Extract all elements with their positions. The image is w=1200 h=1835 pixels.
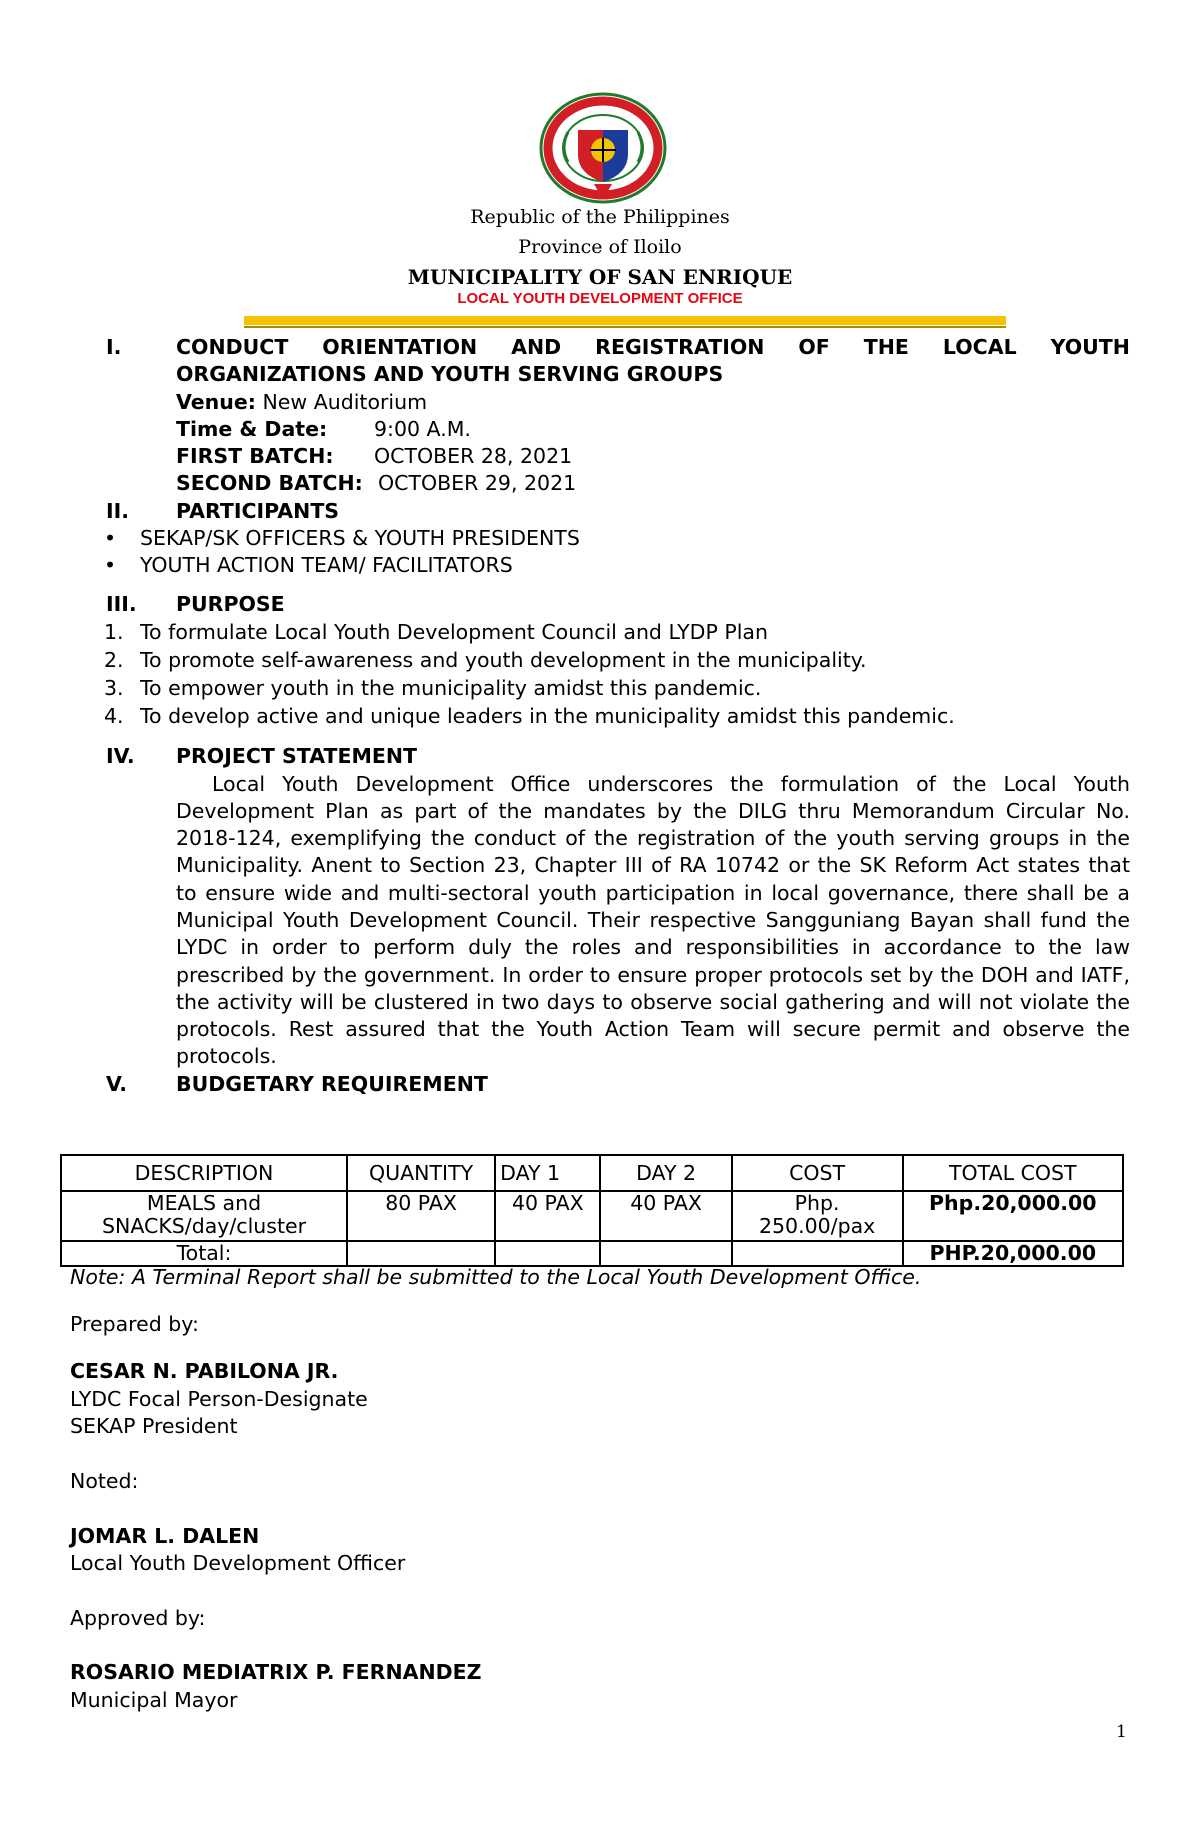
section-3-title: PURPOSE: [176, 592, 285, 616]
table-header-row: [61, 1155, 1123, 1191]
table-cell-day1: 40 PAX: [495, 1191, 600, 1241]
page-number: 1: [1116, 1722, 1127, 1742]
table-cell-total: Php.20,000.00: [903, 1191, 1123, 1241]
table-row: [61, 1191, 1123, 1241]
section-4-title: PROJECT STATEMENT: [176, 744, 417, 768]
table-header-cell: QUANTITY: [347, 1155, 495, 1191]
section-4-number: IV.: [106, 744, 135, 768]
second-batch-value: OCTOBER 29, 2021: [378, 471, 577, 495]
title-word: OF: [798, 335, 830, 359]
statement-line: Municipality. Anent to Section 23, Chapter III of RA 10742 or the SK Reform Act states that: [176, 853, 1130, 877]
purpose-item-number: 1.: [104, 620, 124, 644]
table-header-cell: COST: [732, 1155, 903, 1191]
table-header-cell: DAY 1: [495, 1155, 600, 1191]
purpose-item-number: 3.: [104, 676, 124, 700]
prepared-by-name: CESAR N. PABILONA JR.: [70, 1359, 339, 1383]
statement-line: to ensure wide and multi-sectoral youth participation in local governance, there shall be a: [176, 881, 1130, 905]
prepared-by-title: SEKAP President: [70, 1414, 238, 1438]
header-divider-line: [244, 326, 1006, 328]
purpose-item-number: 2.: [104, 648, 124, 672]
statement-line: Development Plan as part of the mandates by the DILG thru Memorandum Circular No.: [176, 799, 1130, 823]
table-empty-cell: [600, 1241, 731, 1266]
participant-item: YOUTH ACTION TEAM/ FACILITATORS: [140, 553, 513, 577]
table-header-cell: DAY 2: [600, 1155, 731, 1191]
purpose-item-number: 4.: [104, 704, 124, 728]
time-value: 9:00 A.M.: [374, 417, 471, 441]
purpose-item-text: To empower youth in the municipality amidst this pandemic.: [140, 676, 762, 700]
header-line-province: Province of Iloilo: [518, 236, 682, 258]
statement-line: prescribed by the government. In order to ensure proper protocols set by the DOH and IATF,: [176, 963, 1130, 987]
table-cell-description: MEALS and SNACKS/day/cluster: [61, 1191, 347, 1241]
statement-line: protocols.: [176, 1044, 277, 1068]
section-1-title: [176, 334, 1130, 361]
title-word: ORIENTATION: [322, 335, 478, 359]
second-batch-label: SECOND BATCH:: [176, 471, 363, 495]
statement-line: 2018-124, exemplifying the conduct of the registration of the youth serving groups in the: [176, 826, 1130, 850]
time-label: Time & Date:: [176, 417, 328, 441]
section-5-number: V.: [106, 1072, 128, 1096]
noted-label: Noted:: [70, 1469, 139, 1493]
approved-by-label: Approved by:: [70, 1606, 206, 1630]
first-batch-label: FIRST BATCH:: [176, 444, 334, 468]
title-word: CONDUCT: [176, 335, 289, 359]
title-word: REGISTRATION: [595, 335, 765, 359]
venue-line: [176, 389, 427, 416]
venue-value: New Auditorium: [255, 390, 428, 414]
table-cell-cost: Php. 250.00/pax: [732, 1191, 903, 1241]
first-batch-value: OCTOBER 28, 2021: [374, 444, 573, 468]
section-3-number: III.: [106, 592, 137, 616]
table-cell-quantity: 80 PAX: [347, 1191, 495, 1241]
bullet-icon: •: [104, 553, 117, 577]
section-5-title: BUDGETARY REQUIREMENT: [176, 1072, 488, 1096]
purpose-item-text: To formulate Local Youth Development Council and LYDP Plan: [140, 620, 768, 644]
noted-title: Local Youth Development Officer: [70, 1551, 406, 1575]
section-1-number: I.: [106, 335, 122, 359]
section-2-number: II.: [106, 499, 130, 523]
statement-line: Municipal Youth Development Council. Their respective Sangguniang Bayan shall fund the: [176, 908, 1130, 932]
table-cell-day2: 40 PAX: [600, 1191, 731, 1241]
title-word: AND: [511, 335, 562, 359]
table-header-cell: TOTAL COST: [903, 1155, 1123, 1191]
purpose-item-text: To develop active and unique leaders in the municipality amidst this pandemic.: [140, 704, 955, 728]
table-total-label: Total:: [61, 1241, 347, 1266]
statement-line: the activity will be clustered in two days to observe social gathering and will not violate the: [176, 990, 1130, 1014]
header-divider-bar: [244, 316, 1006, 325]
header-office: LOCAL YOUTH DEVELOPMENT OFFICE: [457, 290, 743, 307]
title-word: LOCAL: [942, 335, 1017, 359]
table-header-cell: DESCRIPTION: [61, 1155, 347, 1191]
table-total-row: [61, 1241, 1123, 1266]
statement-line: protocols. Rest assured that the Youth Action Team will secure permit and observe the: [176, 1017, 1130, 1041]
section-2-title: PARTICIPANTS: [176, 499, 340, 523]
table-empty-cell: [495, 1241, 600, 1266]
purpose-item-text: To promote self-awareness and youth development in the municipality.: [140, 648, 867, 672]
participant-item: SEKAP/SK OFFICERS & YOUTH PRESIDENTS: [140, 526, 580, 550]
header-municipality: MUNICIPALITY OF SAN ENRIQUE: [407, 265, 793, 289]
header-line-republic: Republic of the Philippines: [470, 206, 730, 228]
prepared-by-title: LYDC Focal Person-Designate: [70, 1387, 368, 1411]
venue-label: Venue:: [176, 390, 256, 414]
table-empty-cell: [732, 1241, 903, 1266]
prepared-by-label: Prepared by:: [70, 1312, 199, 1336]
title-word: THE: [863, 335, 909, 359]
statement-line: Local Youth Development Office underscores the formulation of the Local Youth: [212, 772, 1130, 796]
noted-name: JOMAR L. DALEN: [70, 1524, 260, 1548]
table-total-value: PHP.20,000.00: [903, 1241, 1123, 1266]
budget-table: [60, 1154, 1124, 1267]
municipal-seal: [538, 92, 668, 204]
bullet-icon: •: [104, 526, 117, 550]
terminal-report-note: Note: A Terminal Report shall be submitted to the Local Youth Development Office.: [70, 1265, 922, 1289]
title-word: YOUTH: [1050, 335, 1130, 359]
statement-line: LYDC in order to perform duly the roles and responsibilities in accordance to the law: [176, 935, 1130, 959]
section-1-title-line2: ORGANIZATIONS AND YOUTH SERVING GROUPS: [176, 362, 724, 386]
approved-by-title: Municipal Mayor: [70, 1688, 238, 1712]
approved-by-name: ROSARIO MEDIATRIX P. FERNANDEZ: [70, 1660, 482, 1684]
table-empty-cell: [347, 1241, 495, 1266]
